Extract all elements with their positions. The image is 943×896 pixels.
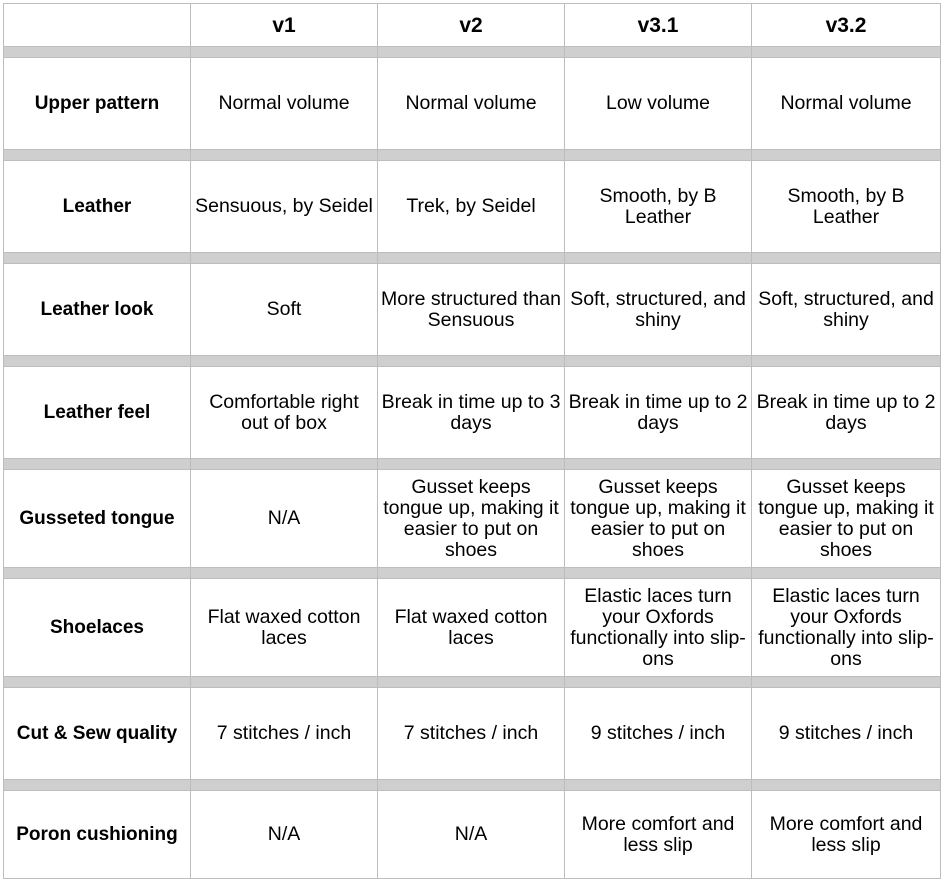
row-label-shoelaces: Shoelaces [4, 579, 191, 677]
row-separator [4, 150, 941, 161]
row-label-leather-look: Leather look [4, 264, 191, 356]
table-cell: More comfort and less slip [565, 791, 752, 879]
table-row-cut-sew-quality [4, 688, 941, 780]
column-header-v3-2: v3.2 [752, 4, 941, 47]
table-cell: 7 stitches / inch [191, 688, 378, 780]
comparison-table [3, 3, 941, 879]
table-row-poron-cushioning [4, 791, 941, 879]
row-separator [4, 356, 941, 367]
column-header-v3-1: v3.1 [565, 4, 752, 47]
table-cell: Sensuous, by Seidel [191, 161, 378, 253]
table-cell: N/A [191, 470, 378, 568]
column-header-v2: v2 [378, 4, 565, 47]
row-label-gusseted-tongue: Gusseted tongue [4, 470, 191, 568]
table-cell: Gusset keeps tongue up, making it easier to put on shoes [378, 470, 565, 568]
table-row-leather-look [4, 264, 941, 356]
table-cell: Low volume [565, 58, 752, 150]
table-cell: Soft, structured, and shiny [752, 264, 941, 356]
table-cell: Soft [191, 264, 378, 356]
row-separator [4, 47, 941, 58]
table-cell: Gusset keeps tongue up, making it easier to put on shoes [752, 470, 941, 568]
row-separator [4, 780, 941, 791]
comparison-table-body [4, 4, 941, 879]
table-cell: Normal volume [378, 58, 565, 150]
header-row [4, 4, 941, 47]
row-separator [4, 568, 941, 579]
table-cell: More structured than Sensuous [378, 264, 565, 356]
row-separator [4, 253, 941, 264]
table-cell: 7 stitches / inch [378, 688, 565, 780]
table-cell: Elastic laces turn your Oxfords functionally into slip-ons [752, 579, 941, 677]
table-cell: Normal volume [191, 58, 378, 150]
table-cell: Break in time up to 2 days [752, 367, 941, 459]
table-cell: Soft, structured, and shiny [565, 264, 752, 356]
table-row-leather-feel [4, 367, 941, 459]
row-label-cut-sew-quality: Cut & Sew quality [4, 688, 191, 780]
row-label-upper-pattern: Upper pattern [4, 58, 191, 150]
row-label-poron-cushioning: Poron cushioning [4, 791, 191, 879]
row-separator [4, 459, 941, 470]
corner-cell [4, 4, 191, 47]
row-separator [4, 677, 941, 688]
table-cell: N/A [191, 791, 378, 879]
row-label-leather-feel: Leather feel [4, 367, 191, 459]
table-cell: N/A [378, 791, 565, 879]
table-cell: Break in time up to 3 days [378, 367, 565, 459]
table-cell: More comfort and less slip [752, 791, 941, 879]
row-label-leather: Leather [4, 161, 191, 253]
table-row-leather [4, 161, 941, 253]
table-cell: Smooth, by B Leather [752, 161, 941, 253]
table-cell: Normal volume [752, 58, 941, 150]
table-cell: Gusset keeps tongue up, making it easier to put on shoes [565, 470, 752, 568]
table-cell: Elastic laces turn your Oxfords functionally into slip-ons [565, 579, 752, 677]
table-cell: Flat waxed cotton laces [378, 579, 565, 677]
table-cell: Smooth, by B Leather [565, 161, 752, 253]
table-cell: Break in time up to 2 days [565, 367, 752, 459]
table-row-shoelaces [4, 579, 941, 677]
table-cell: 9 stitches / inch [752, 688, 941, 780]
table-row-gusseted-tongue [4, 470, 941, 568]
table-cell: Flat waxed cotton laces [191, 579, 378, 677]
table-cell: Trek, by Seidel [378, 161, 565, 253]
column-header-v1: v1 [191, 4, 378, 47]
table-row-upper-pattern [4, 58, 941, 150]
table-cell: Comfortable right out of box [191, 367, 378, 459]
table-cell: 9 stitches / inch [565, 688, 752, 780]
